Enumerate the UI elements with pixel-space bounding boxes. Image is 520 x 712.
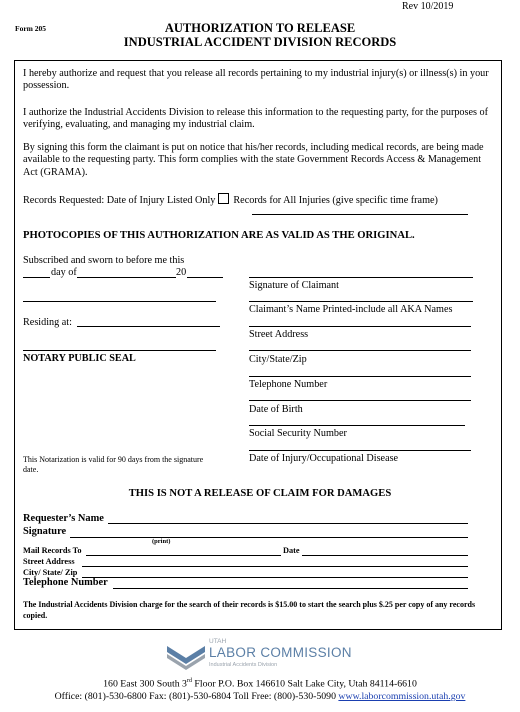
print-label: (print) (152, 538, 171, 545)
street-address-label: Street Address (23, 557, 75, 566)
notarization-note: This Notarization is valid for 90 days from the signature date. (23, 455, 204, 474)
requester-name-line[interactable] (108, 523, 468, 524)
website-link[interactable]: www.laborcommission.utah.gov (338, 691, 466, 702)
claimant-signature-line[interactable] (249, 277, 473, 278)
street-address-line[interactable] (249, 326, 471, 327)
records-checkbox[interactable] (218, 193, 229, 204)
date-of-injury-line[interactable] (249, 450, 471, 451)
signature-label: Signature (23, 526, 67, 537)
address-superscript: rd (186, 678, 192, 684)
form-number: Form 205 (15, 24, 47, 33)
residing-at-label: Residing at: (23, 317, 72, 328)
city-state-zip-line[interactable] (249, 350, 471, 351)
notary-signature-line[interactable] (23, 301, 216, 302)
not-release-notice: THIS IS NOT A RELEASE OF CLAIM FOR DAMAGES (128, 488, 392, 499)
notary-seal-label: NOTARY PUBLIC SEAL (23, 353, 136, 364)
field-date-of-birth: Date of Birth (249, 404, 303, 415)
day-of-label: day of (51, 267, 77, 278)
date-of-birth-line[interactable] (249, 400, 471, 401)
form-title-line1: AUTHORIZATION TO RELEASE (164, 21, 356, 35)
claimant-name-line[interactable] (249, 301, 473, 302)
contact-numbers: Office: (801)-530-6800 Fax: (801)-530-6804 Toll Free: (800)-530-5090 (54, 691, 339, 702)
field-telephone: Telephone Number (249, 379, 328, 390)
paragraph-notice-grama: By signing this form the claimant is put on notice that his/her records, including medical records, are being made available to the requesting party. This form complies with the state Government Records Access & Management Act (GRAMA). (23, 142, 484, 178)
field-ssn: Social Security Number (249, 428, 347, 439)
requester-name-label: Requester’s Name (23, 513, 104, 524)
notary-extra-line[interactable] (23, 350, 216, 351)
field-street-address: Street Address (249, 329, 309, 340)
city-state-zip-label: City/ State/ Zip (23, 568, 78, 577)
records-requested-row (23, 193, 438, 206)
revision-date: Rev 10/2019 (402, 1, 454, 12)
mail-records-label: Mail Records To (23, 546, 82, 555)
charge-notice: The Industrial Accidents Division charge for the search of their records is $15.00 to start the search plus $.25 per copy of any records copied. (23, 600, 476, 620)
subscribed-text: Subscribed and sworn to before me this (23, 255, 185, 266)
logo-division: Industrial Accidents Division (209, 662, 278, 668)
month-line[interactable] (77, 277, 176, 278)
requester-telephone-line[interactable] (113, 588, 468, 589)
mail-city-line[interactable] (82, 577, 468, 578)
ssn-line[interactable] (249, 425, 465, 426)
address-part: 160 East 300 South 3 (103, 678, 187, 690)
time-frame-line[interactable] (252, 214, 468, 215)
mail-street-line[interactable] (82, 566, 468, 567)
field-signature-of-claimant: Signature of Claimant (249, 280, 339, 291)
form-title-line2: INDUSTRIAL ACCIDENT DIVISION RECORDS (123, 35, 397, 49)
telephone-line[interactable] (249, 376, 471, 377)
paragraph-authorize-release: I hereby authorize and request that you release all records pertaining to my industrial injury(s) or illness(s) in your possession. (23, 68, 489, 92)
field-claimant-name: Claimant’s Name Printed-include all AKA Names (249, 304, 453, 315)
logo-name: LABOR COMMISSION (209, 645, 352, 660)
year-line[interactable] (187, 277, 223, 278)
request-date-line[interactable] (302, 555, 468, 556)
day-line[interactable] (23, 277, 50, 278)
labor-commission-logo (165, 638, 355, 672)
footer-address (0, 678, 520, 689)
logo-state: UTAH (209, 638, 227, 645)
records-all-label: Records for All Injuries (give specific time frame) (233, 195, 438, 206)
residing-at-line[interactable] (77, 326, 220, 327)
field-city-state-zip: City/State/Zip (249, 354, 307, 365)
mail-records-line[interactable] (86, 555, 281, 556)
field-date-of-injury: Date of Injury/Occupational Disease (249, 453, 399, 464)
records-requested-label: Records Requested: Date of Injury Listed Only (23, 195, 216, 206)
photocopies-notice: PHOTOCOPIES OF THIS AUTHORIZATION ARE AS VALID AS THE ORIGINAL. (23, 230, 415, 241)
footer-contact (0, 691, 520, 702)
address-part-2: Floor P.O. Box 146610 Salt Lake City, Utah 84114-6610 (191, 678, 417, 690)
year-prefix: 20 (176, 267, 187, 278)
telephone-label: Telephone Number (23, 577, 108, 588)
chevron-logo-icon (165, 640, 207, 670)
paragraph-authorize-division: I authorize the Industrial Accidents Division to release this information to the requesting party, for the purposes of verifying, evaluating, and managing my industrial claim. (23, 107, 489, 131)
date-label: Date (283, 546, 300, 555)
requester-signature-line[interactable] (70, 537, 468, 538)
